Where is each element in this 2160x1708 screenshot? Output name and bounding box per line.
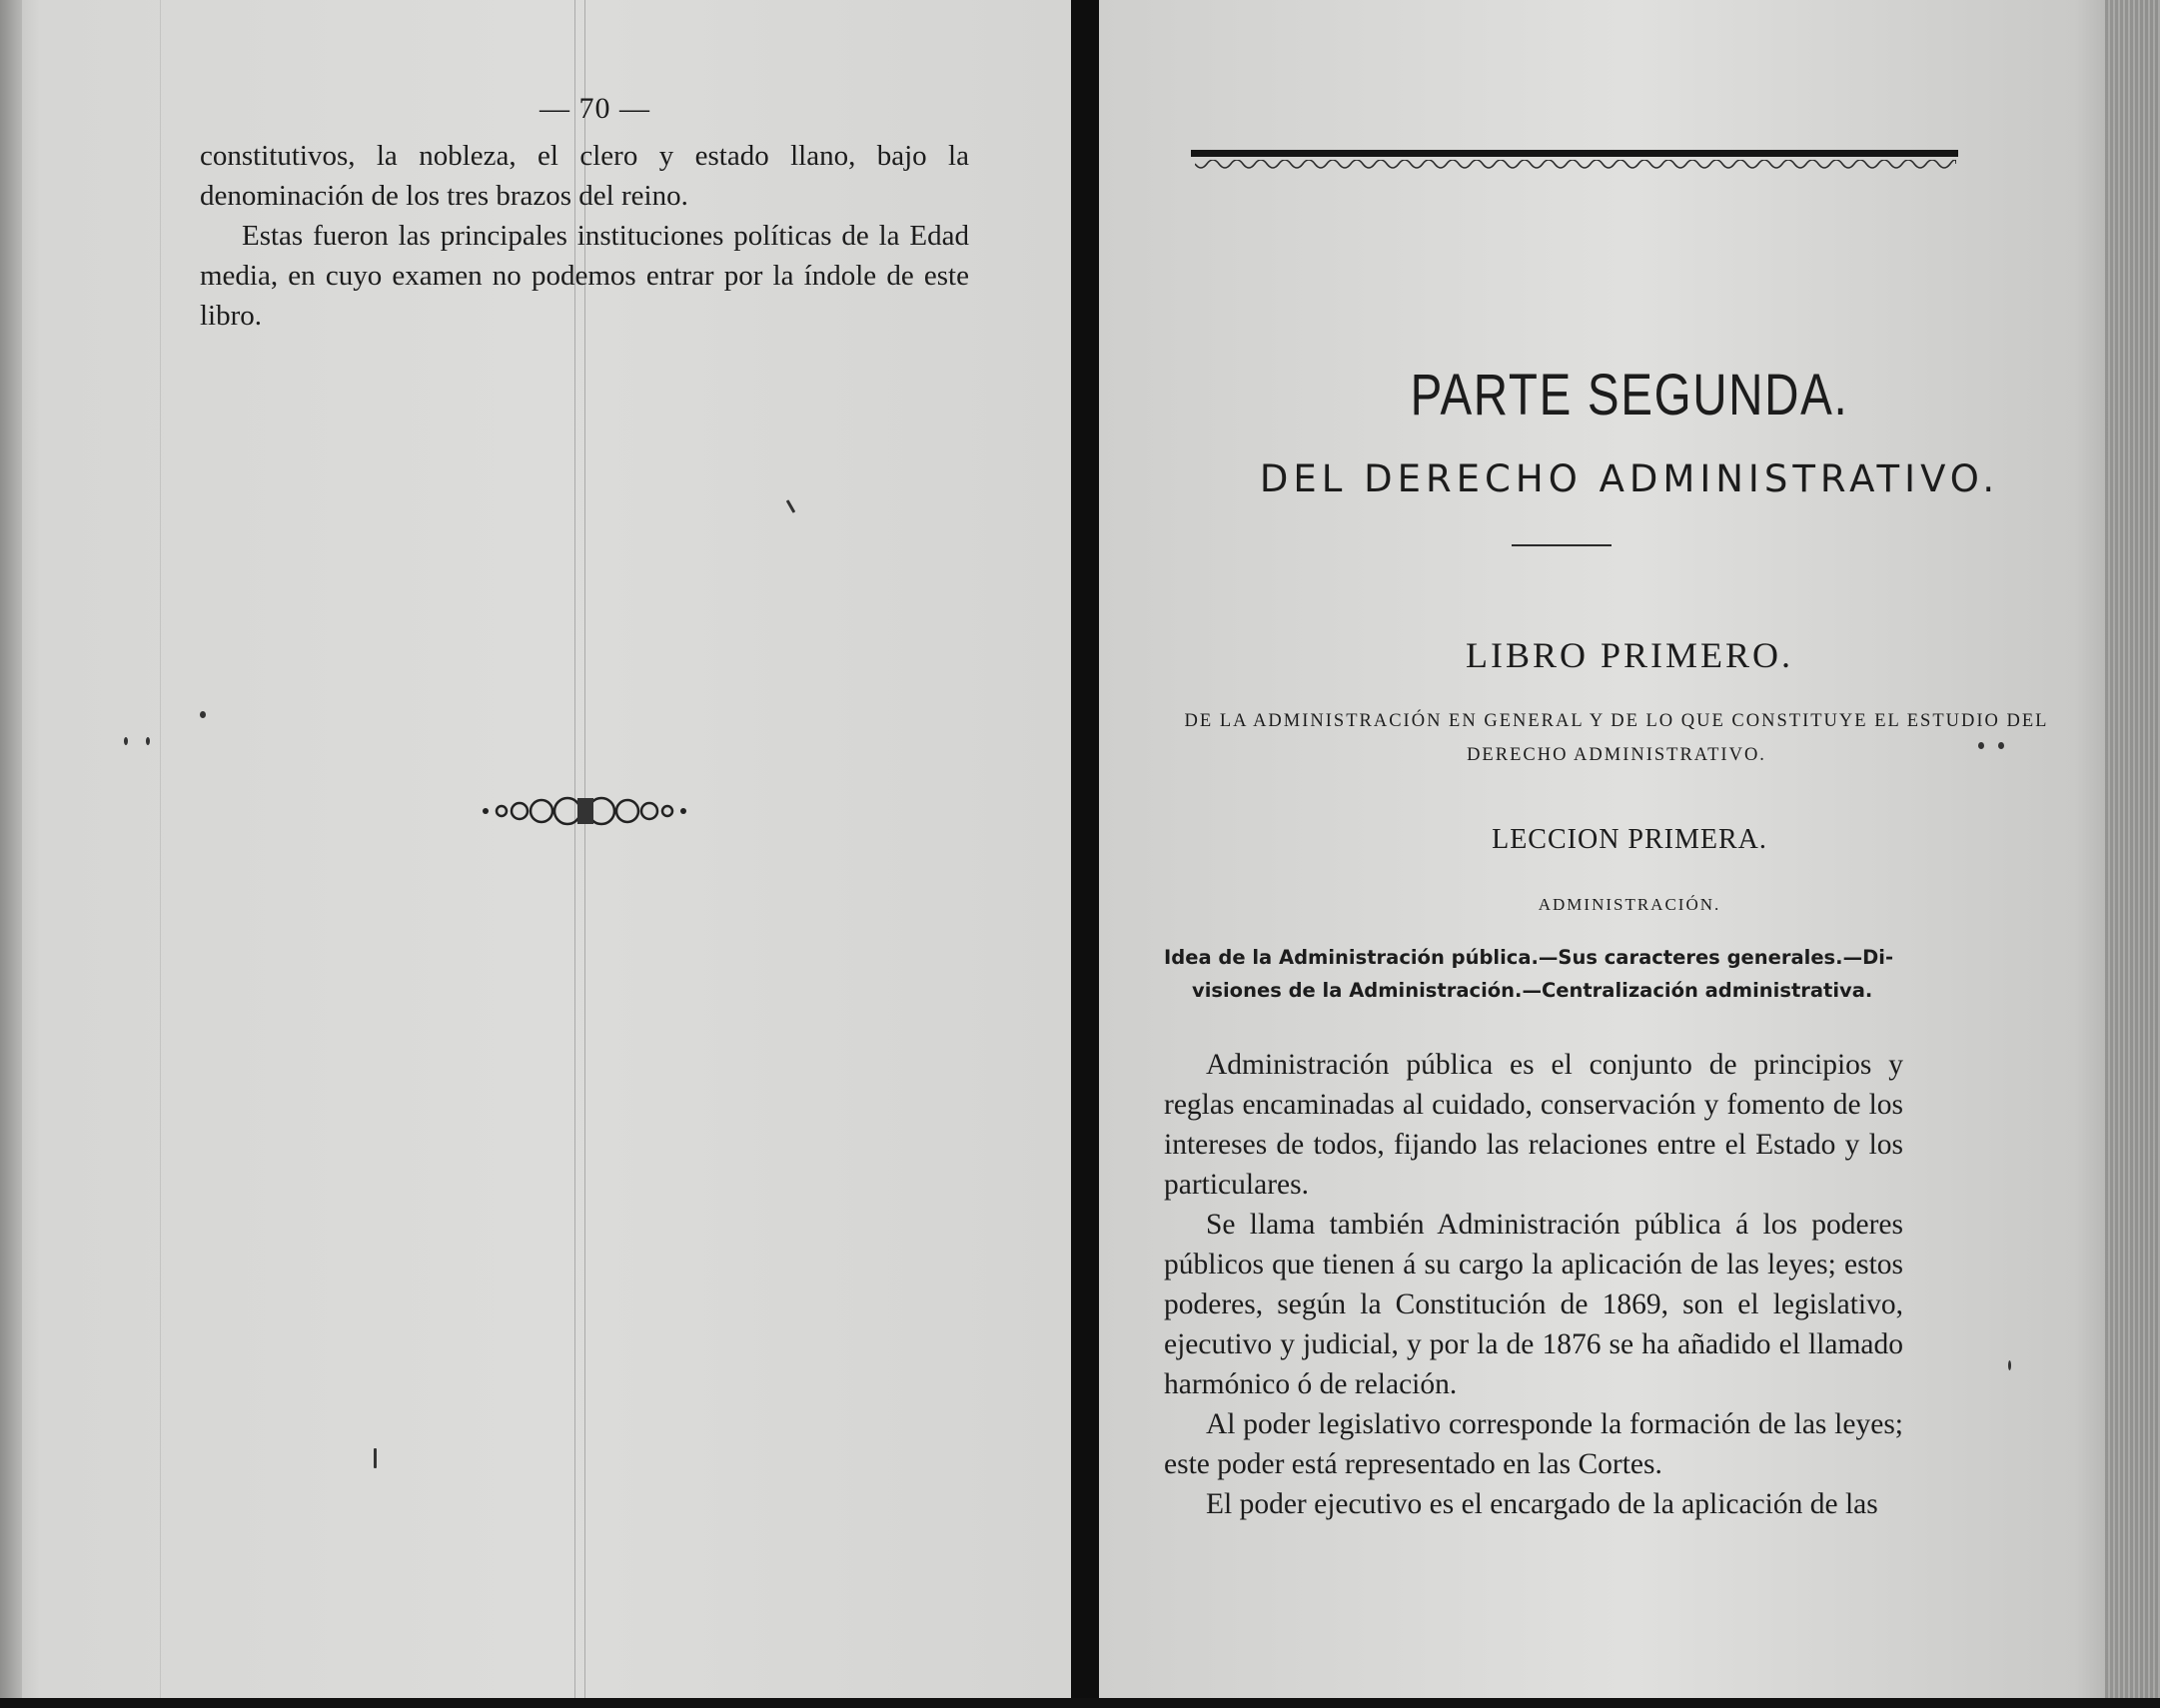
- ink-speck: [200, 711, 206, 718]
- lesson-summary: [1164, 941, 1903, 1007]
- summary-line: visiones de la Administración.—Centralización administrativa.: [1192, 979, 1873, 1002]
- paragraph: Se llama también Administración pública á los poderes públicos que tienen á su cargo la aplicación de las leyes; estos poderes, según la Constitución de 1869, son el legislativo, ejecutivo y judicial, y por la de 1876 se ha añadido el llamado harmónico ó de relación.: [1164, 1209, 1903, 1400]
- part-subtitle: DEL DERECHO ADMINISTRATIVO.: [1259, 457, 2000, 500]
- right-page-text: [1164, 1045, 1903, 1524]
- wavy-rule-icon: [1195, 160, 1956, 174]
- lesson-title: LECCION PRIMERA.: [1492, 824, 1767, 855]
- page-number: — 70 —: [540, 92, 650, 125]
- lesson-subtitle: ADMINISTRACIÓN.: [1538, 895, 1721, 914]
- paragraph: Al poder legislativo corresponde la formación de las leyes; este poder está representado en las Cortes.: [1164, 1408, 1903, 1480]
- paragraph: constitutivos, la nobleza, el clero y estado llano, bajo la denominación de los tres brazos del reino.: [200, 140, 969, 212]
- book-title: LIBRO PRIMERO.: [1465, 635, 1794, 675]
- top-rule: [1191, 150, 1958, 157]
- left-page: [0, 0, 1071, 1698]
- summary-line: Idea de la Administración pública.—Sus caracteres generales.—Di-: [1164, 946, 1894, 969]
- page-edge-left: [0, 0, 22, 1698]
- book-spine: [1071, 0, 1099, 1708]
- paragraph: Estas fueron las principales instituciones políticas de la Edad media, en cuyo examen no podemos entrar por la índole de este libro.: [200, 220, 969, 332]
- ornament-divider-icon: [480, 795, 689, 827]
- ink-speck: [374, 1448, 377, 1468]
- page-crease: [160, 0, 161, 1698]
- part-title: PARTE SEGUNDA.: [1410, 363, 1849, 427]
- short-rule: [1512, 544, 1612, 546]
- paragraph: El poder ejecutivo es el encargado de la aplicación de las: [1206, 1488, 1878, 1520]
- book-subtitle: DE LA ADMINISTRACIÓN EN GENERAL Y DE LO QUE CONSTITUYE EL ESTUDIO DEL DERECHO ADMINISTRATIVO.: [1184, 711, 2049, 765]
- ink-speck: [124, 737, 128, 745]
- bottom-edge: [0, 1698, 2160, 1708]
- ink-speck: [146, 737, 150, 745]
- paragraph: Administración pública es el conjunto de principios y reglas encaminadas al cuidado, conservación y fomento de los intereses de todos, fijando las relaciones entre el Estado y los particulares.: [1164, 1049, 1903, 1201]
- ink-speck: [2008, 1360, 2011, 1370]
- ink-speck: [786, 499, 796, 513]
- left-page-text: [200, 136, 969, 336]
